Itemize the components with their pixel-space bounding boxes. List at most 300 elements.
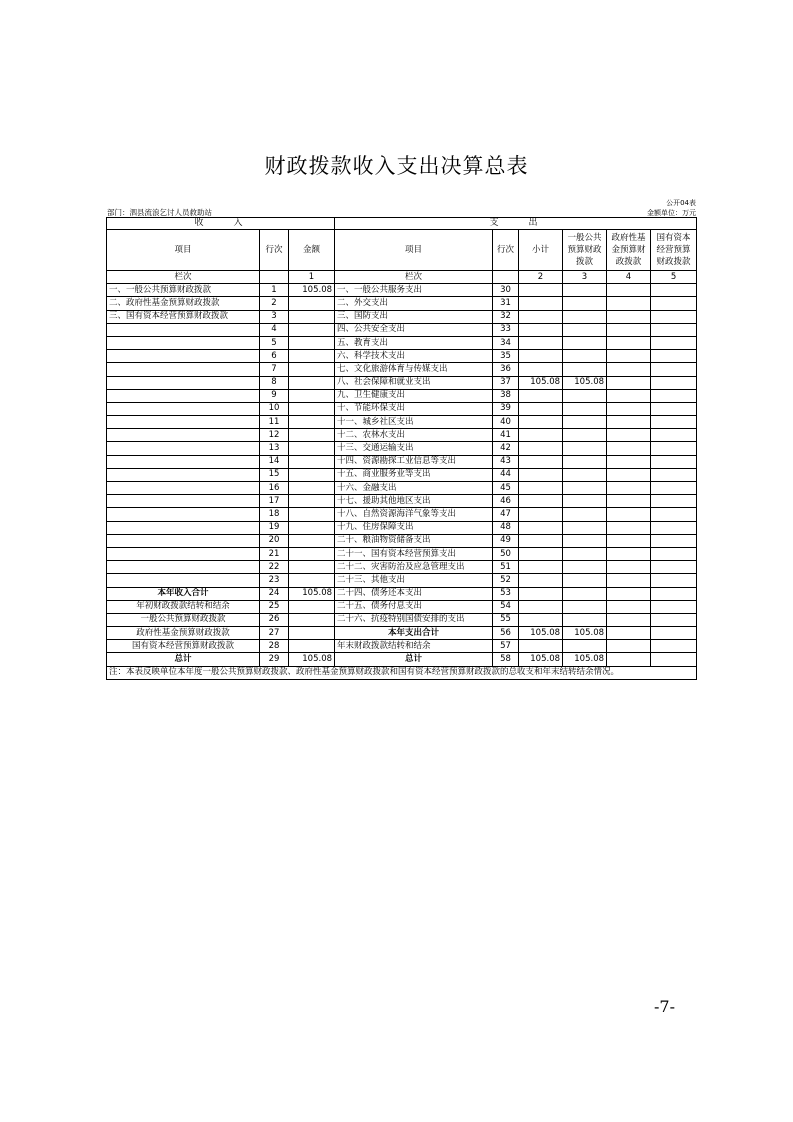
table-row bbox=[107, 653, 697, 666]
expense-line: 45 bbox=[493, 482, 519, 495]
expense-line: 35 bbox=[493, 350, 519, 363]
general-cell bbox=[563, 323, 607, 336]
expense-item: 四、公共安全支出 bbox=[335, 323, 493, 336]
income-item: 二、政府性基金预算财政拨款 bbox=[107, 297, 260, 310]
page-title: 财政拨款收入支出决算总表 bbox=[264, 154, 529, 178]
state-capital-cell bbox=[651, 508, 697, 521]
table-row bbox=[107, 574, 697, 587]
expense-line: 39 bbox=[493, 402, 519, 415]
expense-line: 38 bbox=[493, 389, 519, 402]
income-amount bbox=[289, 336, 335, 349]
table-note: 注：本表反映单位本年度一般公共预算财政拨款、政府性基金预算财政拨款和国有资本经营预算财政拨款的总收支和年末结转结余情况。 bbox=[107, 666, 697, 679]
state-capital-cell bbox=[651, 416, 697, 429]
table-row bbox=[107, 521, 697, 534]
income-amount bbox=[289, 613, 335, 626]
income-amount bbox=[289, 534, 335, 547]
state-capital-cell bbox=[651, 376, 697, 389]
gov-fund-cell bbox=[607, 336, 651, 349]
income-line: 5 bbox=[260, 336, 289, 349]
income-line: 2 bbox=[260, 297, 289, 310]
expense-line: 49 bbox=[493, 534, 519, 547]
expense-item: 十四、资源勘探工业信息等支出 bbox=[335, 455, 493, 468]
gov-fund-cell bbox=[607, 310, 651, 323]
income-item bbox=[107, 455, 260, 468]
expense-line: 56 bbox=[493, 627, 519, 640]
expense-item: 八、社会保障和就业支出 bbox=[335, 376, 493, 389]
expense-item: 十一、城乡社区支出 bbox=[335, 416, 493, 429]
general-cell bbox=[563, 547, 607, 560]
general-cell bbox=[563, 613, 607, 626]
income-amount bbox=[289, 363, 335, 376]
table-row bbox=[107, 429, 697, 442]
state-capital-cell bbox=[651, 310, 697, 323]
subtotal-cell bbox=[519, 284, 563, 297]
state-capital-cell bbox=[651, 284, 697, 297]
expense-item: 三、国防支出 bbox=[335, 310, 493, 323]
income-line: 4 bbox=[260, 323, 289, 336]
general-cell bbox=[563, 402, 607, 415]
state-capital-cell bbox=[651, 613, 697, 626]
state-capital-cell bbox=[651, 561, 697, 574]
gov-fund-cell bbox=[607, 455, 651, 468]
income-amount bbox=[289, 600, 335, 613]
income-amount bbox=[289, 389, 335, 402]
income-item: 年初财政拨款结转和结余 bbox=[107, 600, 260, 613]
header-amount: 金额 bbox=[289, 230, 335, 271]
expense-item: 十七、援助其他地区支出 bbox=[335, 495, 493, 508]
gov-fund-cell bbox=[607, 561, 651, 574]
state-capital-cell bbox=[651, 574, 697, 587]
gov-fund-cell bbox=[607, 376, 651, 389]
subtotal-cell bbox=[519, 363, 563, 376]
subtotal-cell bbox=[519, 508, 563, 521]
state-capital-cell bbox=[651, 547, 697, 560]
income-amount bbox=[289, 376, 335, 389]
income-amount bbox=[289, 627, 335, 640]
header-general: 一般公共预算财政拨款 bbox=[563, 230, 607, 271]
general-cell bbox=[563, 350, 607, 363]
state-capital-cell bbox=[651, 600, 697, 613]
expense-line: 40 bbox=[493, 416, 519, 429]
gov-fund-cell bbox=[607, 627, 651, 640]
subtotal-cell bbox=[519, 468, 563, 481]
income-item: 总计 bbox=[107, 653, 260, 666]
col-label-left: 栏次 bbox=[107, 271, 260, 284]
income-line: 11 bbox=[260, 416, 289, 429]
subtotal-cell bbox=[519, 350, 563, 363]
income-line: 10 bbox=[260, 402, 289, 415]
unit-label: 金额单位：万元 bbox=[647, 209, 696, 217]
income-line: 22 bbox=[260, 561, 289, 574]
income-amount: 105.08 bbox=[289, 284, 335, 297]
subtotal-cell bbox=[519, 587, 563, 600]
gov-fund-cell bbox=[607, 429, 651, 442]
state-capital-cell bbox=[651, 350, 697, 363]
expense-line: 31 bbox=[493, 297, 519, 310]
expense-line: 41 bbox=[493, 429, 519, 442]
income-line: 12 bbox=[260, 429, 289, 442]
income-item: 一般公共预算财政拨款 bbox=[107, 613, 260, 626]
state-capital-cell bbox=[651, 442, 697, 455]
subtotal-cell bbox=[519, 442, 563, 455]
expense-line: 51 bbox=[493, 561, 519, 574]
subtotal-cell bbox=[519, 482, 563, 495]
col-num-4: 4 bbox=[607, 271, 651, 284]
income-line: 23 bbox=[260, 574, 289, 587]
income-item bbox=[107, 508, 260, 521]
income-item bbox=[107, 336, 260, 349]
expense-item: 九、卫生健康支出 bbox=[335, 389, 493, 402]
income-line: 26 bbox=[260, 613, 289, 626]
income-item bbox=[107, 323, 260, 336]
state-capital-cell bbox=[651, 521, 697, 534]
table-row bbox=[107, 455, 697, 468]
gov-fund-cell bbox=[607, 482, 651, 495]
header-line: 行次 bbox=[260, 230, 289, 271]
income-line: 20 bbox=[260, 534, 289, 547]
income-amount: 105.08 bbox=[289, 587, 335, 600]
subtotal-cell: 105.08 bbox=[519, 653, 563, 666]
general-cell bbox=[563, 508, 607, 521]
gov-fund-cell bbox=[607, 640, 651, 653]
general-cell bbox=[563, 640, 607, 653]
table-row bbox=[107, 534, 697, 547]
state-capital-cell bbox=[651, 627, 697, 640]
general-cell: 105.08 bbox=[563, 376, 607, 389]
expense-item: 二十一、国有资本经营预算支出 bbox=[335, 547, 493, 560]
income-item bbox=[107, 482, 260, 495]
subtotal-cell bbox=[519, 495, 563, 508]
table-row bbox=[107, 363, 697, 376]
header-item: 项目 bbox=[107, 230, 260, 271]
income-item bbox=[107, 547, 260, 560]
table-row bbox=[107, 416, 697, 429]
subtotal-cell bbox=[519, 402, 563, 415]
table-row bbox=[107, 640, 697, 653]
page-number: -7- bbox=[654, 997, 675, 1016]
income-line: 25 bbox=[260, 600, 289, 613]
income-line: 15 bbox=[260, 468, 289, 481]
col-empty bbox=[493, 271, 519, 284]
state-capital-cell bbox=[651, 363, 697, 376]
gov-fund-cell bbox=[607, 442, 651, 455]
gov-fund-cell bbox=[607, 613, 651, 626]
state-capital-cell bbox=[651, 429, 697, 442]
income-item bbox=[107, 561, 260, 574]
col-empty bbox=[260, 271, 289, 284]
table-row bbox=[107, 323, 697, 336]
expense-line: 47 bbox=[493, 508, 519, 521]
form-number: 公开04表 bbox=[666, 199, 696, 207]
general-cell bbox=[563, 521, 607, 534]
expense-line: 52 bbox=[493, 574, 519, 587]
expense-item: 二十四、债务还本支出 bbox=[335, 587, 493, 600]
general-cell bbox=[563, 455, 607, 468]
income-line: 14 bbox=[260, 455, 289, 468]
gov-fund-cell bbox=[607, 323, 651, 336]
expense-item: 十三、交通运输支出 bbox=[335, 442, 493, 455]
financial-table bbox=[106, 217, 697, 680]
income-amount bbox=[289, 482, 335, 495]
income-item bbox=[107, 534, 260, 547]
expense-item: 一、一般公共服务支出 bbox=[335, 284, 493, 297]
income-amount: 105.08 bbox=[289, 653, 335, 666]
header-item2: 项目 bbox=[335, 230, 493, 271]
expense-item: 总计 bbox=[335, 653, 493, 666]
general-cell bbox=[563, 297, 607, 310]
subtotal-cell bbox=[519, 640, 563, 653]
subtotal-cell bbox=[519, 613, 563, 626]
income-line: 24 bbox=[260, 587, 289, 600]
state-capital-cell bbox=[651, 389, 697, 402]
gov-fund-cell bbox=[607, 468, 651, 481]
income-amount bbox=[289, 640, 335, 653]
gov-fund-cell bbox=[607, 574, 651, 587]
gov-fund-cell bbox=[607, 653, 651, 666]
expense-line: 55 bbox=[493, 613, 519, 626]
income-amount bbox=[289, 402, 335, 415]
subtotal-cell bbox=[519, 600, 563, 613]
income-amount bbox=[289, 521, 335, 534]
table-row bbox=[107, 561, 697, 574]
table-row bbox=[107, 547, 697, 560]
general-cell bbox=[563, 534, 607, 547]
subtotal-cell bbox=[519, 416, 563, 429]
income-item: 政府性基金预算财政拨款 bbox=[107, 627, 260, 640]
expense-item: 年末财政拨款结转和结余 bbox=[335, 640, 493, 653]
income-amount bbox=[289, 323, 335, 336]
general-cell bbox=[563, 284, 607, 297]
expense-item: 二十、粮油物资储备支出 bbox=[335, 534, 493, 547]
state-capital-cell bbox=[651, 297, 697, 310]
income-amount bbox=[289, 468, 335, 481]
expense-line: 50 bbox=[493, 547, 519, 560]
income-item: 三、国有资本经营预算财政拨款 bbox=[107, 310, 260, 323]
income-item: 本年收入合计 bbox=[107, 587, 260, 600]
state-capital-cell bbox=[651, 468, 697, 481]
subtotal-cell bbox=[519, 297, 563, 310]
gov-fund-cell bbox=[607, 508, 651, 521]
general-cell bbox=[563, 442, 607, 455]
income-line: 18 bbox=[260, 508, 289, 521]
gov-fund-cell bbox=[607, 534, 651, 547]
income-item bbox=[107, 521, 260, 534]
state-capital-cell bbox=[651, 534, 697, 547]
income-amount bbox=[289, 297, 335, 310]
income-line: 6 bbox=[260, 350, 289, 363]
subtotal-cell: 105.08 bbox=[519, 627, 563, 640]
table-row bbox=[107, 284, 697, 297]
table-row bbox=[107, 482, 697, 495]
state-capital-cell bbox=[651, 482, 697, 495]
general-cell bbox=[563, 468, 607, 481]
gov-fund-cell bbox=[607, 350, 651, 363]
income-line: 19 bbox=[260, 521, 289, 534]
expense-line: 37 bbox=[493, 376, 519, 389]
income-line: 9 bbox=[260, 389, 289, 402]
expense-line: 54 bbox=[493, 600, 519, 613]
table-row bbox=[107, 350, 697, 363]
expense-line: 57 bbox=[493, 640, 519, 653]
general-cell bbox=[563, 429, 607, 442]
income-line: 8 bbox=[260, 376, 289, 389]
table-row bbox=[107, 376, 697, 389]
subtotal-cell bbox=[519, 534, 563, 547]
expense-line: 33 bbox=[493, 323, 519, 336]
subtotal-cell bbox=[519, 323, 563, 336]
income-item bbox=[107, 363, 260, 376]
expense-item: 二十三、其他支出 bbox=[335, 574, 493, 587]
income-line: 7 bbox=[260, 363, 289, 376]
expense-line: 32 bbox=[493, 310, 519, 323]
section-income: 收 入 bbox=[107, 218, 335, 230]
gov-fund-cell bbox=[607, 284, 651, 297]
expense-item: 十九、住房保障支出 bbox=[335, 521, 493, 534]
income-amount bbox=[289, 429, 335, 442]
general-cell bbox=[563, 363, 607, 376]
general-cell bbox=[563, 482, 607, 495]
department-label: 部门：泗县流浪乞讨人员救助站 bbox=[107, 208, 212, 217]
income-amount bbox=[289, 442, 335, 455]
gov-fund-cell bbox=[607, 547, 651, 560]
header-state-capital: 国有资本经营预算财政拨款 bbox=[651, 230, 697, 271]
gov-fund-cell bbox=[607, 402, 651, 415]
income-item: 一、一般公共预算财政拨款 bbox=[107, 284, 260, 297]
expense-line: 58 bbox=[493, 653, 519, 666]
income-amount bbox=[289, 561, 335, 574]
col-num-2: 2 bbox=[519, 271, 563, 284]
general-cell bbox=[563, 587, 607, 600]
income-item bbox=[107, 468, 260, 481]
table-row bbox=[107, 389, 697, 402]
note-row bbox=[107, 666, 697, 679]
expense-item: 六、科学技术支出 bbox=[335, 350, 493, 363]
subtotal-cell bbox=[519, 429, 563, 442]
table-row bbox=[107, 627, 697, 640]
subtotal-cell bbox=[519, 336, 563, 349]
income-item bbox=[107, 389, 260, 402]
gov-fund-cell bbox=[607, 587, 651, 600]
table-row bbox=[107, 310, 697, 323]
state-capital-cell bbox=[651, 402, 697, 415]
expense-line: 46 bbox=[493, 495, 519, 508]
header-line2: 行次 bbox=[493, 230, 519, 271]
general-cell bbox=[563, 416, 607, 429]
gov-fund-cell bbox=[607, 297, 651, 310]
subtotal-cell bbox=[519, 561, 563, 574]
header-gov-fund: 政府性基金预算财政拨款 bbox=[607, 230, 651, 271]
expense-item: 十八、自然资源海洋气象等支出 bbox=[335, 508, 493, 521]
subtotal-cell bbox=[519, 574, 563, 587]
table-row bbox=[107, 587, 697, 600]
income-line: 28 bbox=[260, 640, 289, 653]
general-cell bbox=[563, 495, 607, 508]
income-item bbox=[107, 495, 260, 508]
expense-item: 二、外交支出 bbox=[335, 297, 493, 310]
income-item bbox=[107, 402, 260, 415]
table-row bbox=[107, 468, 697, 481]
expense-item: 五、教育支出 bbox=[335, 336, 493, 349]
expense-item: 十五、商业服务业等支出 bbox=[335, 468, 493, 481]
state-capital-cell bbox=[651, 336, 697, 349]
state-capital-cell bbox=[651, 455, 697, 468]
table-row bbox=[107, 402, 697, 415]
general-cell bbox=[563, 574, 607, 587]
subtotal-cell bbox=[519, 310, 563, 323]
expense-line: 44 bbox=[493, 468, 519, 481]
income-line: 17 bbox=[260, 495, 289, 508]
expense-item: 二十五、债务付息支出 bbox=[335, 600, 493, 613]
table-row bbox=[107, 508, 697, 521]
expense-line: 42 bbox=[493, 442, 519, 455]
table-row bbox=[107, 297, 697, 310]
state-capital-cell bbox=[651, 323, 697, 336]
income-item bbox=[107, 442, 260, 455]
col-num-5: 5 bbox=[651, 271, 697, 284]
state-capital-cell bbox=[651, 587, 697, 600]
expense-line: 48 bbox=[493, 521, 519, 534]
subtotal-cell bbox=[519, 455, 563, 468]
subtotal-cell bbox=[519, 521, 563, 534]
table-row bbox=[107, 336, 697, 349]
income-item bbox=[107, 416, 260, 429]
table-row bbox=[107, 613, 697, 626]
gov-fund-cell bbox=[607, 495, 651, 508]
general-cell bbox=[563, 561, 607, 574]
table-row bbox=[107, 495, 697, 508]
section-expense: 支 出 bbox=[335, 218, 697, 230]
income-item bbox=[107, 574, 260, 587]
gov-fund-cell bbox=[607, 600, 651, 613]
general-cell bbox=[563, 600, 607, 613]
gov-fund-cell bbox=[607, 363, 651, 376]
gov-fund-cell bbox=[607, 389, 651, 402]
expense-item: 十二、农林水支出 bbox=[335, 429, 493, 442]
general-cell bbox=[563, 389, 607, 402]
general-cell: 105.08 bbox=[563, 627, 607, 640]
expense-line: 53 bbox=[493, 587, 519, 600]
expense-item: 二十二、灾害防治及应急管理支出 bbox=[335, 561, 493, 574]
col-num-1: 1 bbox=[289, 271, 335, 284]
expense-line: 36 bbox=[493, 363, 519, 376]
income-line: 13 bbox=[260, 442, 289, 455]
income-item bbox=[107, 350, 260, 363]
income-amount bbox=[289, 574, 335, 587]
state-capital-cell bbox=[651, 640, 697, 653]
state-capital-cell bbox=[651, 495, 697, 508]
table-row bbox=[107, 442, 697, 455]
expense-item: 七、文化旅游体育与传媒支出 bbox=[335, 363, 493, 376]
gov-fund-cell bbox=[607, 521, 651, 534]
subtotal-cell bbox=[519, 389, 563, 402]
income-line: 21 bbox=[260, 547, 289, 560]
expense-line: 30 bbox=[493, 284, 519, 297]
income-line: 29 bbox=[260, 653, 289, 666]
expense-line: 43 bbox=[493, 455, 519, 468]
expense-item: 本年支出合计 bbox=[335, 627, 493, 640]
state-capital-cell bbox=[651, 653, 697, 666]
general-cell: 105.08 bbox=[563, 653, 607, 666]
income-line: 1 bbox=[260, 284, 289, 297]
income-line: 27 bbox=[260, 627, 289, 640]
income-amount bbox=[289, 310, 335, 323]
income-line: 3 bbox=[260, 310, 289, 323]
table-row bbox=[107, 600, 697, 613]
income-line: 16 bbox=[260, 482, 289, 495]
income-item bbox=[107, 429, 260, 442]
subtotal-cell: 105.08 bbox=[519, 376, 563, 389]
col-label-right: 栏次 bbox=[335, 271, 493, 284]
